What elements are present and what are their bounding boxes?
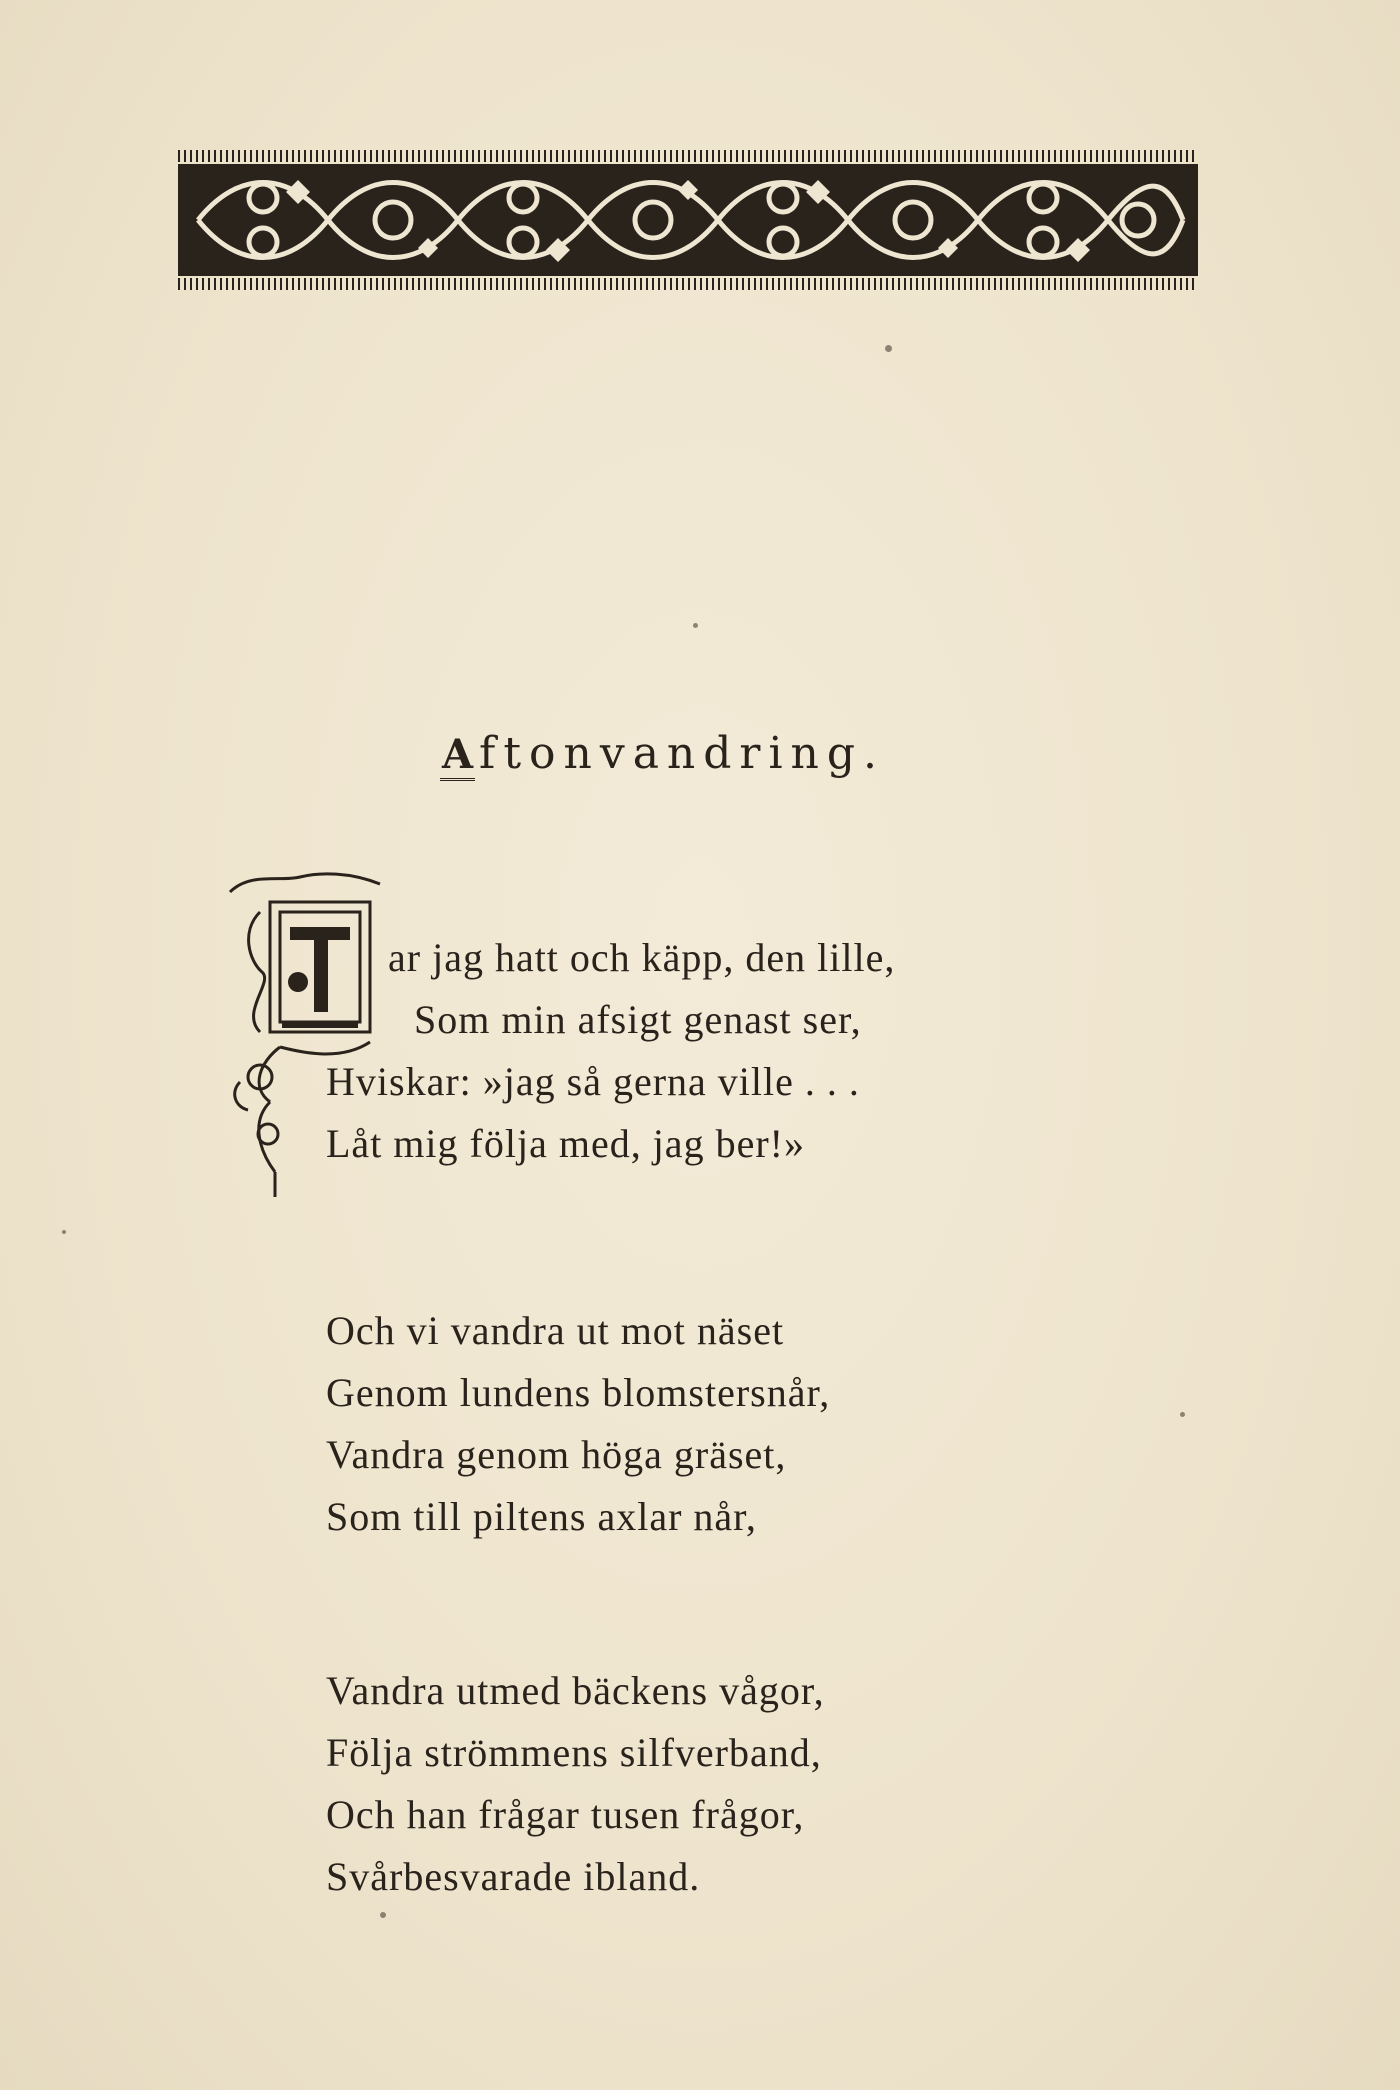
- title-text: ftonvandring.: [479, 728, 886, 779]
- verse-line: Och han frågar tusen frågor,: [326, 1792, 805, 1837]
- paper-speck: [380, 1912, 386, 1918]
- verse-line: Hviskar: »jag så gerna ville . . .: [326, 1059, 860, 1104]
- verse-line: Och vi vandra ut mot näset: [326, 1308, 785, 1353]
- verse-line: Vandra utmed bäckens vågor,: [326, 1668, 825, 1713]
- paper-speck: [62, 1230, 66, 1234]
- verse-line: Svårbesvarade ibland.: [326, 1854, 701, 1899]
- stanza-1: [0, 927, 895, 1175]
- verse-line: Vandra genom höga gräset,: [326, 1432, 787, 1477]
- stanza-3: [326, 1660, 825, 1908]
- stanza-2: [326, 1300, 830, 1548]
- verse-line: Som till piltens axlar når,: [326, 1494, 757, 1539]
- title-initial: A: [440, 731, 475, 781]
- verse-line: ar jag hatt och käpp, den lille,: [388, 935, 896, 980]
- paper-speck: [885, 345, 892, 352]
- verse-line: Som min afsigt genast ser,: [414, 997, 862, 1042]
- paper-speck: [693, 623, 698, 628]
- verse-line: Följa strömmens silfverband,: [326, 1730, 822, 1775]
- verse-line: Genom lundens blomstersnår,: [326, 1370, 831, 1415]
- ornamental-header-band: [178, 150, 1198, 290]
- paper-speck: [1180, 1412, 1185, 1417]
- verse-line: Låt mig följa med, jag ber!»: [326, 1121, 805, 1166]
- poem-title: [440, 728, 885, 781]
